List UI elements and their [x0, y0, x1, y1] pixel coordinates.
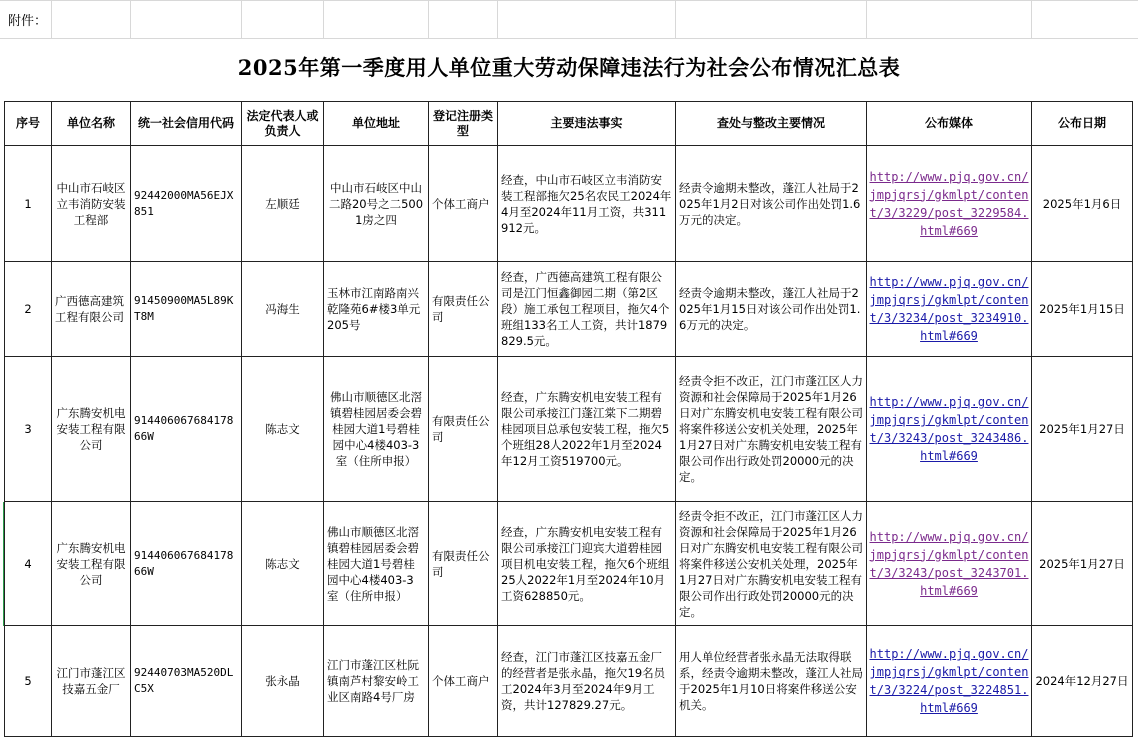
cell-date: 2025年1月27日	[1032, 357, 1133, 502]
cell-rep: 陈志文	[242, 357, 324, 502]
header-handling: 查处与整改主要情况	[676, 102, 867, 146]
cell-rep: 张永晶	[242, 626, 324, 737]
cell-type: 个体工商户	[429, 626, 498, 737]
cell-handling: 经责令拒不改正，江门市蓬江区人力资源和社会保障局于2025年1月26日对广东腾安机电安装工程有限公司将案件移送公安机关处理，2025年1月27日对广东腾安机电安装工程有限公司作出行政处罚20000元的决定。	[676, 357, 867, 502]
spreadsheet-top-grid	[0, 0, 1138, 101]
table-row	[5, 626, 1133, 737]
cell-handling: 经责令逾期未整改，蓬江人社局于2025年1月15日对该公司作出处罚1.6万元的决定。	[676, 262, 867, 357]
cell-address: 江门市蓬江区杜阮镇南芦村黎安岭工业区南路4号厂房	[324, 626, 429, 737]
header-type: 登记注册类型	[429, 102, 498, 146]
cell-media	[867, 626, 1032, 737]
cell-type: 有限责任公司	[429, 262, 498, 357]
cell-no: 3	[5, 357, 52, 502]
cell-type: 有限责任公司	[429, 502, 498, 626]
cell-address: 中山市石岐区中山二路20号之二5001房之四	[324, 146, 429, 262]
cell-address: 佛山市顺德区北滘镇碧桂园居委会碧桂园大道1号碧桂园中心4楼403-3室（住所申报）	[324, 502, 429, 626]
cell-media	[867, 502, 1032, 626]
cell-media	[867, 146, 1032, 262]
cell-address: 佛山市顺德区北滘镇碧桂园居委会碧桂园大道1号碧桂园中心4楼403-3室（住所申报）	[324, 357, 429, 502]
media-link[interactable]: http://www.pjq.gov.cn/jmpjqrsj/gkmlpt/content/3/3224/post_3224851.html#669	[869, 647, 1029, 715]
header-rep: 法定代表人或负责人	[242, 102, 324, 146]
cell-facts: 经查，广东腾安机电安装工程有限公司承接江门蓬江棠下二期碧桂园项目总承包安装工程，拖欠5个班组28人2022年1月至2024年12月工资519700元。	[498, 357, 676, 502]
cell-handling: 经责令拒不改正，江门市蓬江区人力资源和社会保障局于2025年1月26日对广东腾安机电安装工程有限公司将案件移送公安机关处理，2025年1月27日对广东腾安机电安装工程有限公司作出行政处罚20000元的决定。	[676, 502, 867, 626]
cell-no: 2	[5, 262, 52, 357]
cell-name: 江门市蓬江区技嘉五金厂	[52, 626, 131, 737]
header-date: 公布日期	[1032, 102, 1133, 146]
cell-code: 92442000MA56EJX851	[131, 146, 242, 262]
cell-rep: 陈志文	[242, 502, 324, 626]
cell-facts: 经查，江门市蓬江区技嘉五金厂的经营者是张永晶，拖欠19名员工2024年3月至2024年9月工资，共计127829.27元。	[498, 626, 676, 737]
cell-name: 广东腾安机电安装工程有限公司	[52, 502, 131, 626]
cell-facts: 经查，中山市石岐区立韦消防安装工程部拖欠25名农民工2024年4月至2024年11月工资，共311912元。	[498, 146, 676, 262]
cell-facts: 经查，广西德高建筑工程有限公司是江门恒鑫御园二期（第2区段）施工承包工程项目，拖欠4个班组133名工人工资，共计1879829.5元。	[498, 262, 676, 357]
cell-code: 91450900MA5L89KT8M	[131, 262, 242, 357]
header-row	[5, 102, 1133, 146]
cell-date: 2025年1月27日	[1032, 502, 1133, 626]
header-facts: 主要违法事实	[498, 102, 676, 146]
cell-type: 有限责任公司	[429, 357, 498, 502]
cell-code: 92440703MA520DLC5X	[131, 626, 242, 737]
cell-address: 玉林市江南路南兴乾隆苑6#楼3单元205号	[324, 262, 429, 357]
cell-date: 2024年12月27日	[1032, 626, 1133, 737]
table-row	[5, 262, 1133, 357]
cell-no: 1	[5, 146, 52, 262]
cell-media	[867, 262, 1032, 357]
cell-name: 广东腾安机电安装工程有限公司	[52, 357, 131, 502]
media-link[interactable]: http://www.pjq.gov.cn/jmpjqrsj/gkmlpt/content/3/3229/post_3229584.html#669	[869, 169, 1029, 238]
attachment-label: 附件：	[8, 14, 48, 29]
cell-date: 2025年1月15日	[1032, 262, 1133, 357]
cell-code: 91440606768417866W	[131, 502, 242, 626]
cell-media	[867, 357, 1032, 502]
cell-date: 2025年1月6日	[1032, 146, 1133, 262]
cell-name: 中山市石岐区立韦消防安装工程部	[52, 146, 131, 262]
cell-no: 5	[5, 626, 52, 737]
table-row	[5, 146, 1133, 262]
cell-rep: 左顺廷	[242, 146, 324, 262]
cell-rep: 冯海生	[242, 262, 324, 357]
cell-handling: 用人单位经营者张永晶无法取得联系，经责令逾期未整改，蓬江人社局于2025年1月10日将案件移送公安机关。	[676, 626, 867, 737]
header-code: 统一社会信用代码	[131, 102, 242, 146]
cell-code: 91440606768417866W	[131, 357, 242, 502]
header-media: 公布媒体	[867, 102, 1032, 146]
header-no: 序号	[5, 102, 52, 146]
media-link[interactable]: http://www.pjq.gov.cn/jmpjqrsj/gkmlpt/content/3/3243/post_3243486.html#669	[869, 395, 1029, 463]
cell-type: 个体工商户	[429, 146, 498, 262]
table-row	[5, 502, 1133, 626]
header-name: 单位名称	[52, 102, 131, 146]
media-link[interactable]: http://www.pjq.gov.cn/jmpjqrsj/gkmlpt/content/3/3234/post_3234910.html#669	[869, 275, 1029, 343]
cell-facts: 经查，广东腾安机电安装工程有限公司承接江门迎宾大道碧桂园项目机电安装工程，拖欠6个班组25人2022年1月至2024年10月工资628850元。	[498, 502, 676, 626]
summary-table	[4, 101, 1133, 737]
header-address: 单位地址	[324, 102, 429, 146]
table-title: 2025年第一季度用人单位重大劳动保障违法行为社会公布情况汇总表	[237, 55, 901, 80]
table-row	[5, 357, 1133, 502]
cell-name: 广西德高建筑工程有限公司	[52, 262, 131, 357]
cell-handling: 经责令逾期未整改，蓬江人社局于2025年1月2日对该公司作出处罚1.6万元的决定。	[676, 146, 867, 262]
cell-no: 4	[5, 502, 52, 626]
media-link[interactable]: http://www.pjq.gov.cn/jmpjqrsj/gkmlpt/content/3/3243/post_3243701.html#669	[869, 529, 1029, 598]
